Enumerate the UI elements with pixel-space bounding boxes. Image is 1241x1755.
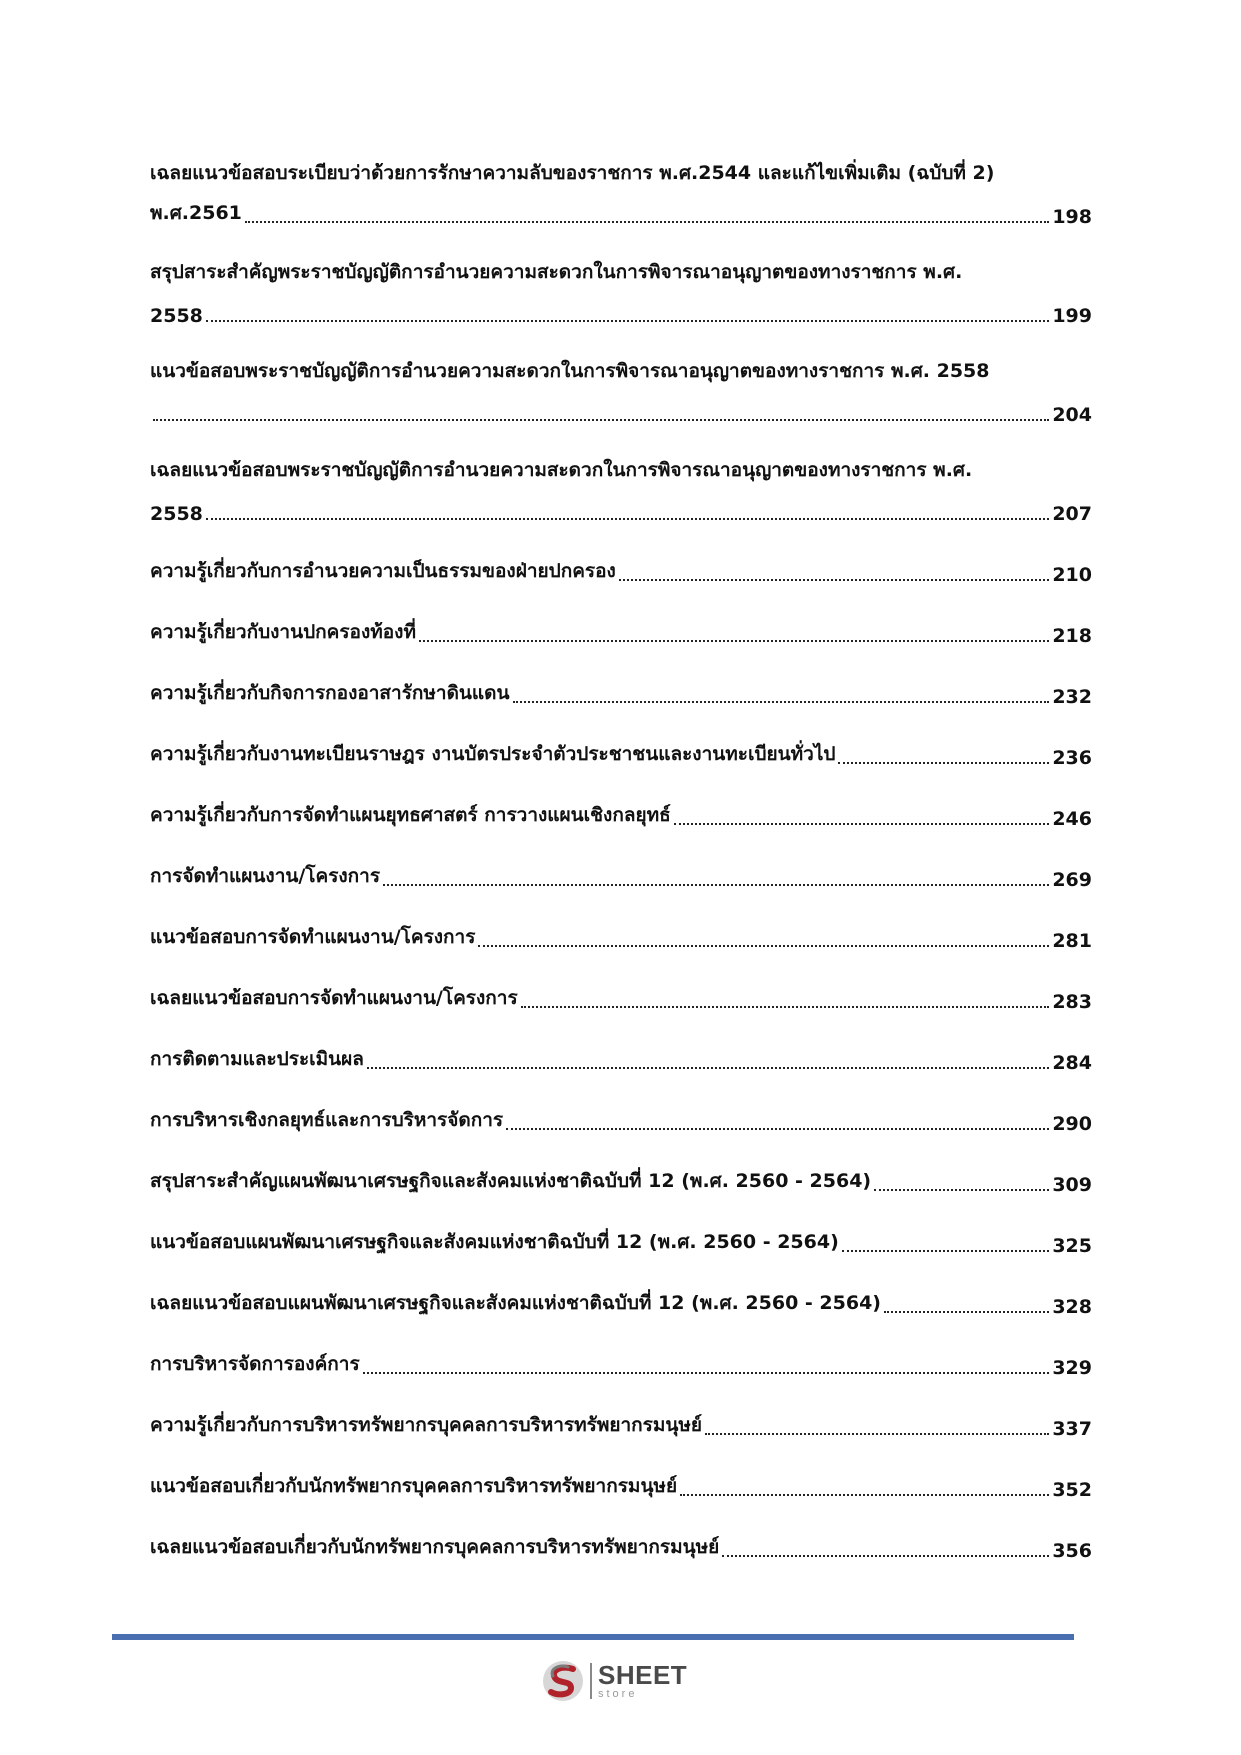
toc-page-number: 269	[1052, 869, 1092, 891]
toc-entry-title: ความรู้เกี่ยวกับการบริหารทรัพยากรบุคคลการบริหารทรัพยากรมนุษย์	[150, 1414, 703, 1436]
toc-entry-row	[150, 1156, 1092, 1196]
toc-entry[interactable]	[150, 607, 1092, 647]
toc-dot-leader	[245, 220, 1049, 223]
toc-dot-leader	[521, 1005, 1050, 1008]
logo-separator	[590, 1663, 592, 1699]
logo-word: SHEET	[598, 1660, 688, 1690]
toc-entry[interactable]	[150, 1339, 1092, 1379]
toc-entry-row	[150, 1522, 1092, 1562]
toc-entry-title: เฉลยแนวข้อสอบการจัดทำแผนงาน/โครงการ	[150, 987, 518, 1009]
toc-page-number: 218	[1052, 625, 1092, 647]
toc-entry-title: การบริหารเชิงกลยุทธ์และการบริหารจัดการ	[150, 1109, 504, 1131]
sheet-store-s-logo-icon	[540, 1658, 586, 1704]
toc-dot-leader	[513, 700, 1050, 703]
toc-entry[interactable]	[150, 973, 1092, 1013]
toc-page-number: 328	[1052, 1296, 1092, 1318]
toc-entry[interactable]	[150, 1095, 1092, 1135]
toc-dot-leader	[674, 822, 1050, 825]
toc-entry-row	[150, 973, 1092, 1013]
toc-dot-leader	[363, 1371, 1050, 1374]
toc-page-number: 309	[1052, 1174, 1092, 1196]
toc-entry-title: ความรู้เกี่ยวกับการอำนวยความเป็นธรรมของฝ่ายปกครอง	[150, 560, 616, 582]
toc-dot-leader	[153, 418, 1049, 421]
toc-entry-title: เฉลยแนวข้อสอบเกี่ยวกับนักทรัพยากรบุคคลการบริหารทรัพยากรมนุษย์	[150, 1536, 720, 1558]
toc-dot-leader	[478, 944, 1049, 947]
toc-dot-leader	[842, 1249, 1050, 1252]
toc-entry-row	[150, 1034, 1092, 1074]
toc-entry-title: ความรู้เกี่ยวกับงานทะเบียนราษฎร งานบัตรประจำตัวประชาชนและงานทะเบียนทั่วไป	[150, 743, 836, 765]
toc-entry-title-line1: สรุปสาระสำคัญพระราชบัญญัติการอำนวยความสะดวกในการพิจารณาอนุญาตของทางราชการ พ.ศ.	[150, 261, 963, 283]
toc-entry[interactable]	[150, 912, 1092, 952]
toc-entry[interactable]	[150, 668, 1092, 708]
toc-entry-title: ความรู้เกี่ยวกับงานปกครองท้องที่	[150, 621, 416, 643]
logo-subword: store	[598, 1688, 638, 1700]
toc-entry-title: 2558	[150, 305, 203, 327]
footer-divider	[112, 1634, 1074, 1640]
toc-page-number: 283	[1052, 991, 1092, 1013]
toc-entry-title: การจัดทำแผนงาน/โครงการ	[150, 865, 381, 887]
toc-entry-title: แนวข้อสอบเกี่ยวกับนักทรัพยากรบุคคลการบริหารทรัพยากรมนุษย์	[150, 1475, 678, 1497]
toc-entry-row	[150, 485, 1092, 525]
toc-page-number: 325	[1052, 1235, 1092, 1257]
toc-page-number: 246	[1052, 808, 1092, 830]
toc-entry-row	[150, 912, 1092, 952]
toc-page-number: 236	[1052, 747, 1092, 769]
toc-dot-leader	[838, 761, 1049, 764]
toc-entry-row	[150, 1217, 1092, 1257]
toc-page-number: 352	[1052, 1479, 1092, 1501]
logo-text	[598, 1662, 687, 1700]
toc-entry[interactable]	[150, 1522, 1092, 1562]
toc-dot-leader	[680, 1493, 1049, 1496]
toc-dot-leader	[884, 1310, 1049, 1313]
toc-page-number: 284	[1052, 1052, 1092, 1074]
toc-entry[interactable]	[150, 249, 1092, 327]
toc-page-number: 199	[1052, 305, 1092, 327]
toc-entry[interactable]	[150, 546, 1092, 586]
toc-entry-row	[150, 1339, 1092, 1379]
toc-page-number: 232	[1052, 686, 1092, 708]
toc-page-number: 356	[1052, 1540, 1092, 1562]
toc-entry-row	[150, 1278, 1092, 1318]
toc-dot-leader	[506, 1127, 1049, 1130]
toc-dot-leader	[874, 1188, 1049, 1191]
toc-page-number: 198	[1052, 206, 1092, 228]
toc-page-number: 281	[1052, 930, 1092, 952]
toc-entry[interactable]	[150, 150, 1092, 228]
table-of-contents	[150, 150, 1092, 1583]
toc-entry-row	[150, 729, 1092, 769]
toc-dot-leader	[383, 883, 1049, 886]
toc-entry-row	[150, 287, 1092, 327]
toc-page-number: 329	[1052, 1357, 1092, 1379]
toc-entry-row	[150, 851, 1092, 891]
toc-entry-row	[150, 546, 1092, 586]
toc-entry[interactable]	[150, 447, 1092, 525]
toc-entry[interactable]	[150, 1217, 1092, 1257]
toc-page-number: 290	[1052, 1113, 1092, 1135]
toc-entry-title: การติดตามและประเมินผล	[150, 1048, 364, 1070]
toc-dot-leader	[206, 319, 1049, 322]
toc-entry-row	[150, 607, 1092, 647]
toc-entry-title: ความรู้เกี่ยวกับการจัดทำแผนยุทธศาสตร์ การวางแผนเชิงกลยุทธ์	[150, 804, 671, 826]
toc-entry-title: สรุปสาระสำคัญแผนพัฒนาเศรษฐกิจและสังคมแห่งชาติฉบับที่ 12 (พ.ศ. 2560 - 2564)	[150, 1170, 872, 1192]
toc-entry-title: แนวข้อสอบการจัดทำแผนงาน/โครงการ	[150, 926, 476, 948]
toc-entry-row	[150, 188, 1092, 228]
toc-entry-title: 2558	[150, 503, 203, 525]
toc-entry[interactable]	[150, 729, 1092, 769]
toc-entry-title-line1: เฉลยแนวข้อสอบพระราชบัญญัติการอำนวยความสะดวกในการพิจารณาอนุญาตของทางราชการ พ.ศ.	[150, 459, 973, 481]
toc-entry[interactable]	[150, 1278, 1092, 1318]
toc-page-number: 337	[1052, 1418, 1092, 1440]
toc-entry-title-line1: เฉลยแนวข้อสอบระเบียบว่าด้วยการรักษาความลับของราชการ พ.ศ.2544 และแก้ไขเพิ่มเติม (ฉบับที่ 2)	[150, 162, 995, 184]
toc-dot-leader	[619, 578, 1050, 581]
toc-entry-title: ความรู้เกี่ยวกับกิจการกองอาสารักษาดินแดน	[150, 682, 510, 704]
toc-entry[interactable]	[150, 851, 1092, 891]
toc-entry-row	[150, 1461, 1092, 1501]
sheet-store-logo	[540, 1656, 710, 1706]
toc-page-number: 207	[1052, 503, 1092, 525]
toc-entry-row	[150, 1095, 1092, 1135]
toc-entry[interactable]	[150, 1034, 1092, 1074]
toc-entry-row	[150, 790, 1092, 830]
toc-entry-row	[150, 386, 1092, 426]
toc-entry-row	[150, 1400, 1092, 1440]
toc-dot-leader	[722, 1554, 1049, 1557]
toc-entry-title: แนวข้อสอบแผนพัฒนาเศรษฐกิจและสังคมแห่งชาติฉบับที่ 12 (พ.ศ. 2560 - 2564)	[150, 1231, 839, 1253]
toc-page-number: 210	[1052, 564, 1092, 586]
toc-entry[interactable]	[150, 348, 1092, 426]
toc-entry[interactable]	[150, 1461, 1092, 1501]
toc-entry-title: เฉลยแนวข้อสอบแผนพัฒนาเศรษฐกิจและสังคมแห่งชาติฉบับที่ 12 (พ.ศ. 2560 - 2564)	[150, 1292, 881, 1314]
toc-entry[interactable]	[150, 1400, 1092, 1440]
toc-dot-leader	[367, 1066, 1049, 1069]
toc-entry[interactable]	[150, 1156, 1092, 1196]
toc-dot-leader	[419, 639, 1049, 642]
toc-dot-leader	[206, 517, 1049, 520]
toc-entry-row	[150, 668, 1092, 708]
toc-page-number: 204	[1052, 404, 1092, 426]
toc-entry[interactable]	[150, 790, 1092, 830]
toc-entry-title-line1: แนวข้อสอบพระราชบัญญัติการอำนวยความสะดวกในการพิจารณาอนุญาตของทางราชการ พ.ศ. 2558	[150, 360, 990, 382]
toc-entry-title: พ.ศ.2561	[150, 202, 242, 224]
toc-entry-title: การบริหารจัดการองค์การ	[150, 1353, 360, 1375]
toc-dot-leader	[705, 1432, 1049, 1435]
